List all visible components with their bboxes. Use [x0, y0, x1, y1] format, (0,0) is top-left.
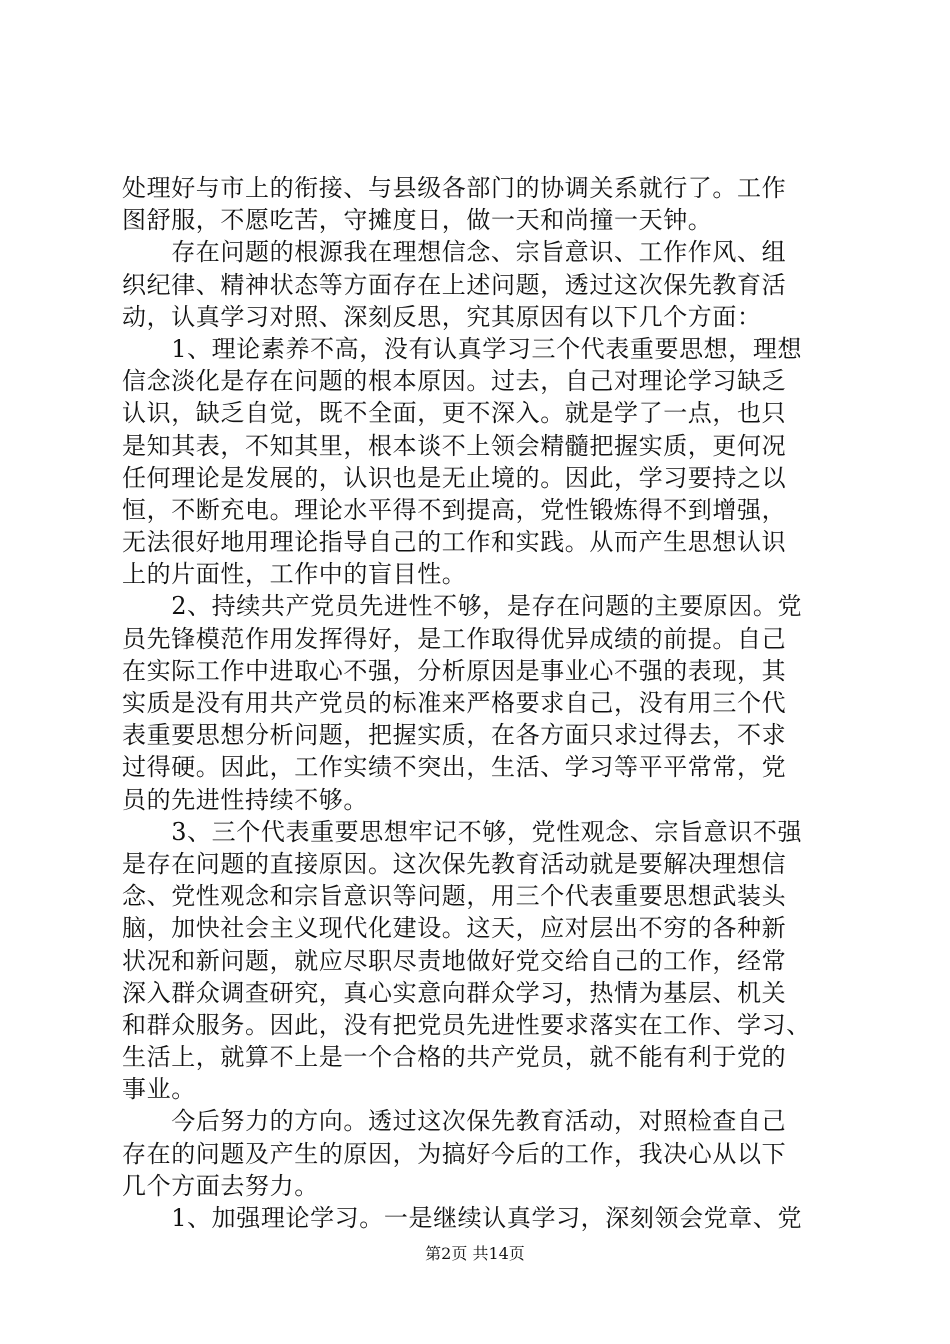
- text-line: 恒，不断充电。理论水平得不到提高，党性锻炼得不到增强，: [122, 495, 787, 524]
- text-line: 生活上，就算不上是一个合格的共产党员，就不能有利于党的: [122, 1043, 787, 1072]
- text-line: 几个方面去努力。: [122, 1171, 319, 1200]
- text-line: 织纪律、精神状态等方面存在上述问题，透过这次保先教育活: [122, 270, 787, 299]
- text-line: 员的先进性持续不够。: [122, 785, 368, 814]
- text-line: 信念淡化是存在问题的根本原因。过去，自己对理论学习缺乏: [122, 367, 787, 396]
- text-line: 动，认真学习对照、深刻反思，究其原因有以下几个方面：: [122, 302, 762, 331]
- text-line: 员先锋模范作用发挥得好，是工作取得优异成绩的前提。自己: [122, 624, 787, 653]
- text-line: 任何理论是发展的，认识也是无止境的。因此，学习要持之以: [122, 463, 787, 492]
- text-line: 是知其表，不知其里，根本谈不上领会精髓把握实质，更何况: [122, 431, 787, 460]
- text-line: 存在的问题及产生的原因，为搞好今后的工作，我决心从以下: [122, 1139, 787, 1168]
- text-line: 事业。: [122, 1075, 196, 1104]
- text-line: 存在问题的根源我在理想信念、宗旨意识、工作作风、组: [122, 238, 787, 267]
- text-line: 实质是没有用共产党员的标准来严格要求自己，没有用三个代: [122, 689, 787, 717]
- text-line: 深入群众调查研究，真心实意向群众学习，热情为基层、机关: [122, 978, 787, 1007]
- text-line: 无法很好地用理论指导自己的工作和实践。从而产生思想认识: [122, 528, 787, 557]
- text-line: 上的片面性，工作中的盲目性。: [122, 560, 467, 589]
- text-line: 状况和新问题，就应尽职尽责地做好党交给自己的工作，经常: [122, 946, 787, 975]
- text-line: 脑，加快社会主义现代化建设。这天，应对层出不穷的各种新: [122, 914, 787, 943]
- text-line: 认识，缺乏自觉，既不全面，更不深入。就是学了一点，也只: [122, 399, 787, 428]
- text-line: 念、党性观念和宗旨意识等问题，用三个代表重要思想武装头: [122, 882, 787, 911]
- text-line: 今后努力的方向。透过这次保先教育活动，对照检查自己: [122, 1107, 787, 1136]
- text-line: 1、加强理论学习。一是继续认真学习，深刻领会党章、党: [122, 1204, 803, 1232]
- page-number-footer: 第2页 共14页: [425, 1244, 525, 1263]
- text-line: 是存在问题的直接原因。这次保先教育活动就是要解决理想信: [122, 849, 787, 878]
- text-line: 2、持续共产党员先进性不够，是存在问题的主要原因。党: [122, 592, 803, 621]
- text-line: 过得硬。因此，工作实绩不突出，生活、学习等平平常常，党: [122, 753, 787, 782]
- text-line: 表重要思想分析问题，把握实质，在各方面只求过得去，不求: [122, 721, 787, 750]
- text-line: 图舒服，不愿吃苦，守摊度日，做一天和尚撞一天钟。: [122, 206, 713, 235]
- text-line: 处理好与市上的衔接、与县级各部门的协调关系就行了。工作: [122, 174, 787, 202]
- document-body: [122, 172, 837, 1234]
- text-line: 在实际工作中进取心不强，分析原因是事业心不强的表现，其: [122, 656, 787, 685]
- text-line: 和群众服务。因此，没有把党员先进性要求落实在工作、学习、: [122, 1010, 811, 1039]
- text-line: 3、三个代表重要思想牢记不够，党性观念、宗旨意识不强: [122, 817, 803, 846]
- text-line: 1、理论素养不高，没有认真学习三个代表重要思想，理想: [122, 334, 803, 363]
